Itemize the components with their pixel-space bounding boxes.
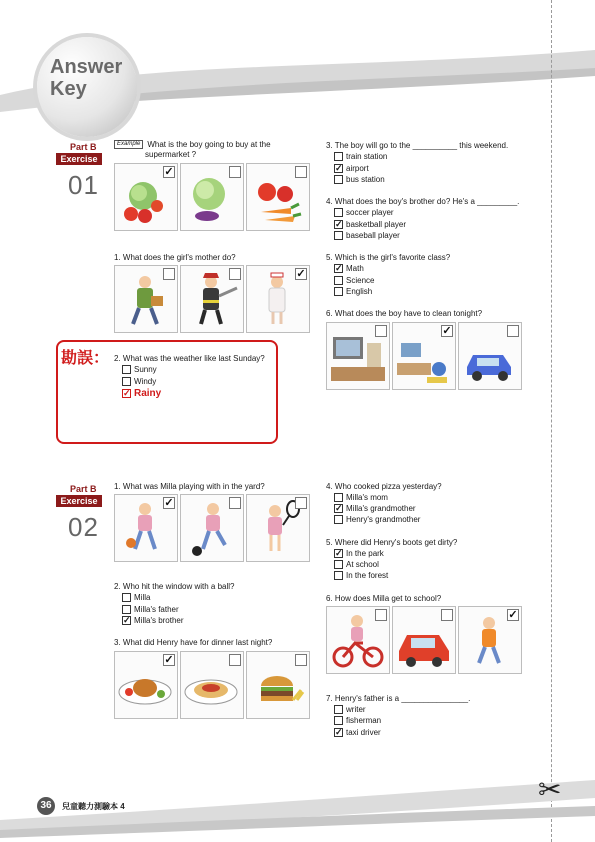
checkbox[interactable]: ✓ [164, 497, 174, 509]
checkbox[interactable] [229, 268, 241, 280]
checkbox[interactable] [441, 609, 453, 621]
question: 7. Henry's father is a _______________. [326, 694, 471, 703]
picture-option[interactable] [180, 163, 244, 231]
option-label: Milla [134, 593, 151, 602]
checkbox[interactable]: ✓ [296, 268, 306, 280]
question: 6. How does Milla get to school? [326, 594, 442, 603]
checkbox[interactable]: ✓ [123, 615, 131, 626]
checkbox[interactable] [334, 152, 343, 161]
checkbox[interactable] [375, 609, 387, 621]
example-question [114, 140, 314, 160]
checkbox[interactable] [334, 716, 343, 725]
option[interactable] [122, 605, 179, 615]
option-label: basketball player [346, 220, 407, 229]
picture-option[interactable] [114, 265, 178, 333]
question: 1. What was Milla playing with in the yard? [114, 482, 265, 491]
option[interactable] [334, 164, 369, 174]
checkbox[interactable] [295, 654, 307, 666]
example-question-line1: What is the boy going to buy at the [147, 140, 271, 149]
option[interactable] [334, 152, 387, 162]
checkbox[interactable] [122, 365, 131, 374]
badge-title-line1: Answer [50, 56, 123, 78]
option-label: soccer player [346, 208, 394, 217]
checkbox[interactable] [122, 605, 131, 614]
option[interactable] [334, 515, 420, 525]
question: 3. The boy will go to the __________ this weekend. [326, 141, 509, 150]
cut-line [551, 0, 552, 842]
checkbox[interactable]: ✓ [164, 166, 174, 178]
checkbox[interactable]: ✓ [164, 654, 174, 666]
option[interactable] [122, 616, 184, 626]
option[interactable] [334, 549, 384, 559]
option-label: Math [346, 264, 364, 273]
picture-option[interactable] [180, 494, 244, 562]
checkbox[interactable] [122, 593, 131, 602]
checkbox[interactable] [334, 560, 343, 569]
picture-option[interactable] [246, 265, 310, 333]
option[interactable] [334, 287, 372, 297]
picture-option[interactable] [180, 651, 244, 719]
option[interactable] [334, 231, 400, 241]
checkbox[interactable]: ✓ [335, 263, 343, 274]
checkbox[interactable] [334, 276, 343, 285]
option[interactable] [334, 716, 381, 726]
page-number: 36 [37, 797, 55, 815]
picture-option[interactable] [246, 163, 310, 231]
checkbox[interactable] [229, 654, 241, 666]
option[interactable] [334, 560, 379, 570]
option[interactable] [334, 276, 374, 286]
checkbox[interactable]: ✓ [508, 609, 518, 621]
scissors-icon: ✂ [538, 774, 562, 805]
checkbox[interactable]: ✓ [335, 727, 343, 738]
checkbox[interactable] [229, 497, 241, 509]
checkbox[interactable] [295, 166, 307, 178]
question: 4. What does the boy's brother do? He's a _________. [326, 197, 520, 206]
option-label: Sunny [134, 365, 157, 374]
checkbox[interactable] [163, 268, 175, 280]
option-label: English [346, 287, 373, 296]
checkbox[interactable] [295, 497, 307, 509]
checkbox[interactable] [334, 705, 343, 714]
checkbox[interactable] [507, 325, 519, 337]
option[interactable] [334, 220, 406, 230]
option-label: baseball player [346, 231, 400, 240]
picture-option[interactable] [246, 651, 310, 719]
badge-title-line2: Key [50, 78, 87, 100]
example-tag: Example [114, 140, 143, 149]
option-label: Milla's father [134, 605, 179, 614]
question: 6. What does the boy have to clean tonight? [326, 309, 483, 318]
question: 2. What was the weather like last Sunday? [114, 354, 265, 363]
option[interactable] [122, 593, 150, 603]
checkbox[interactable] [334, 493, 343, 502]
option[interactable] [334, 571, 388, 581]
option-label: Science [346, 276, 375, 285]
option-label: airport [346, 164, 369, 173]
exercise-label: Exercise [56, 495, 102, 507]
question: 5. Which is the girl's favorite class? [326, 253, 451, 262]
part-label: Part B [70, 484, 97, 494]
option-label: taxi driver [346, 728, 381, 737]
option-label: Henry's grandmother [346, 515, 421, 524]
picture-option[interactable] [114, 163, 178, 231]
picture-option[interactable] [458, 606, 522, 674]
checkbox[interactable] [334, 208, 343, 217]
exercise-number: 02 [68, 512, 99, 542]
book-title: 兒童聽力測驗本 4 [62, 802, 125, 811]
option[interactable] [122, 365, 157, 375]
picture-option[interactable] [246, 494, 310, 562]
question: 3. What did Henry have for dinner last night? [114, 638, 273, 647]
picture-option[interactable] [392, 322, 456, 390]
picture-option[interactable] [326, 322, 390, 390]
picture-option[interactable] [392, 606, 456, 674]
checkbox[interactable]: ✓ [123, 388, 131, 399]
option-label: Milla's grandmother [346, 504, 416, 513]
checkbox[interactable] [334, 175, 343, 184]
checkbox[interactable]: ✓ [335, 163, 343, 174]
checkbox[interactable]: ✓ [335, 219, 343, 230]
checkbox[interactable]: ✓ [335, 503, 343, 514]
option-label: Milla's brother [134, 616, 184, 625]
question: 4. Who cooked pizza yesterday? [326, 482, 442, 491]
picture-option[interactable] [180, 265, 244, 333]
question: 5. Where did Henry's boots get dirty? [326, 538, 458, 547]
option-label: fisherman [346, 716, 382, 725]
exercise-number: 01 [68, 170, 99, 200]
option[interactable] [122, 389, 161, 399]
checkbox[interactable]: ✓ [442, 325, 452, 337]
part-label: Part B [70, 142, 97, 152]
option-label: In the forest [346, 571, 389, 580]
option-label: Windy [134, 377, 157, 386]
checkbox[interactable] [334, 231, 343, 240]
checkbox[interactable] [334, 571, 343, 580]
picture-option[interactable] [114, 651, 178, 719]
checkbox[interactable] [334, 287, 343, 296]
checkbox[interactable] [122, 377, 131, 386]
checkbox[interactable] [334, 515, 343, 524]
option-label: At school [346, 560, 379, 569]
option-label: train station [346, 152, 388, 161]
option[interactable] [334, 493, 388, 503]
option[interactable] [334, 264, 364, 274]
checkbox[interactable] [375, 325, 387, 337]
picture-option[interactable] [114, 494, 178, 562]
option-label: Milla's mom [346, 493, 388, 502]
option-label: Rainy [134, 388, 162, 399]
exercise-label: Exercise [56, 153, 102, 165]
picture-option[interactable] [458, 322, 522, 390]
correction-label: 勘誤： [61, 350, 110, 367]
example-question-line2: supermarket ? [145, 150, 197, 159]
checkbox[interactable] [229, 166, 241, 178]
option[interactable] [334, 705, 366, 715]
checkbox[interactable]: ✓ [335, 548, 343, 559]
option-label: writer [346, 705, 366, 714]
picture-option[interactable] [326, 606, 390, 674]
option[interactable] [334, 175, 385, 185]
option-label: In the park [346, 549, 384, 558]
option[interactable] [122, 377, 156, 387]
question: 2. Who hit the window with a ball? [114, 582, 235, 591]
option[interactable] [334, 208, 394, 218]
option[interactable] [334, 728, 381, 738]
option-label: bus station [346, 175, 385, 184]
option[interactable] [334, 504, 416, 514]
footer-swoosh [0, 750, 595, 842]
question: 1. What does the girl's mother do? [114, 253, 236, 262]
